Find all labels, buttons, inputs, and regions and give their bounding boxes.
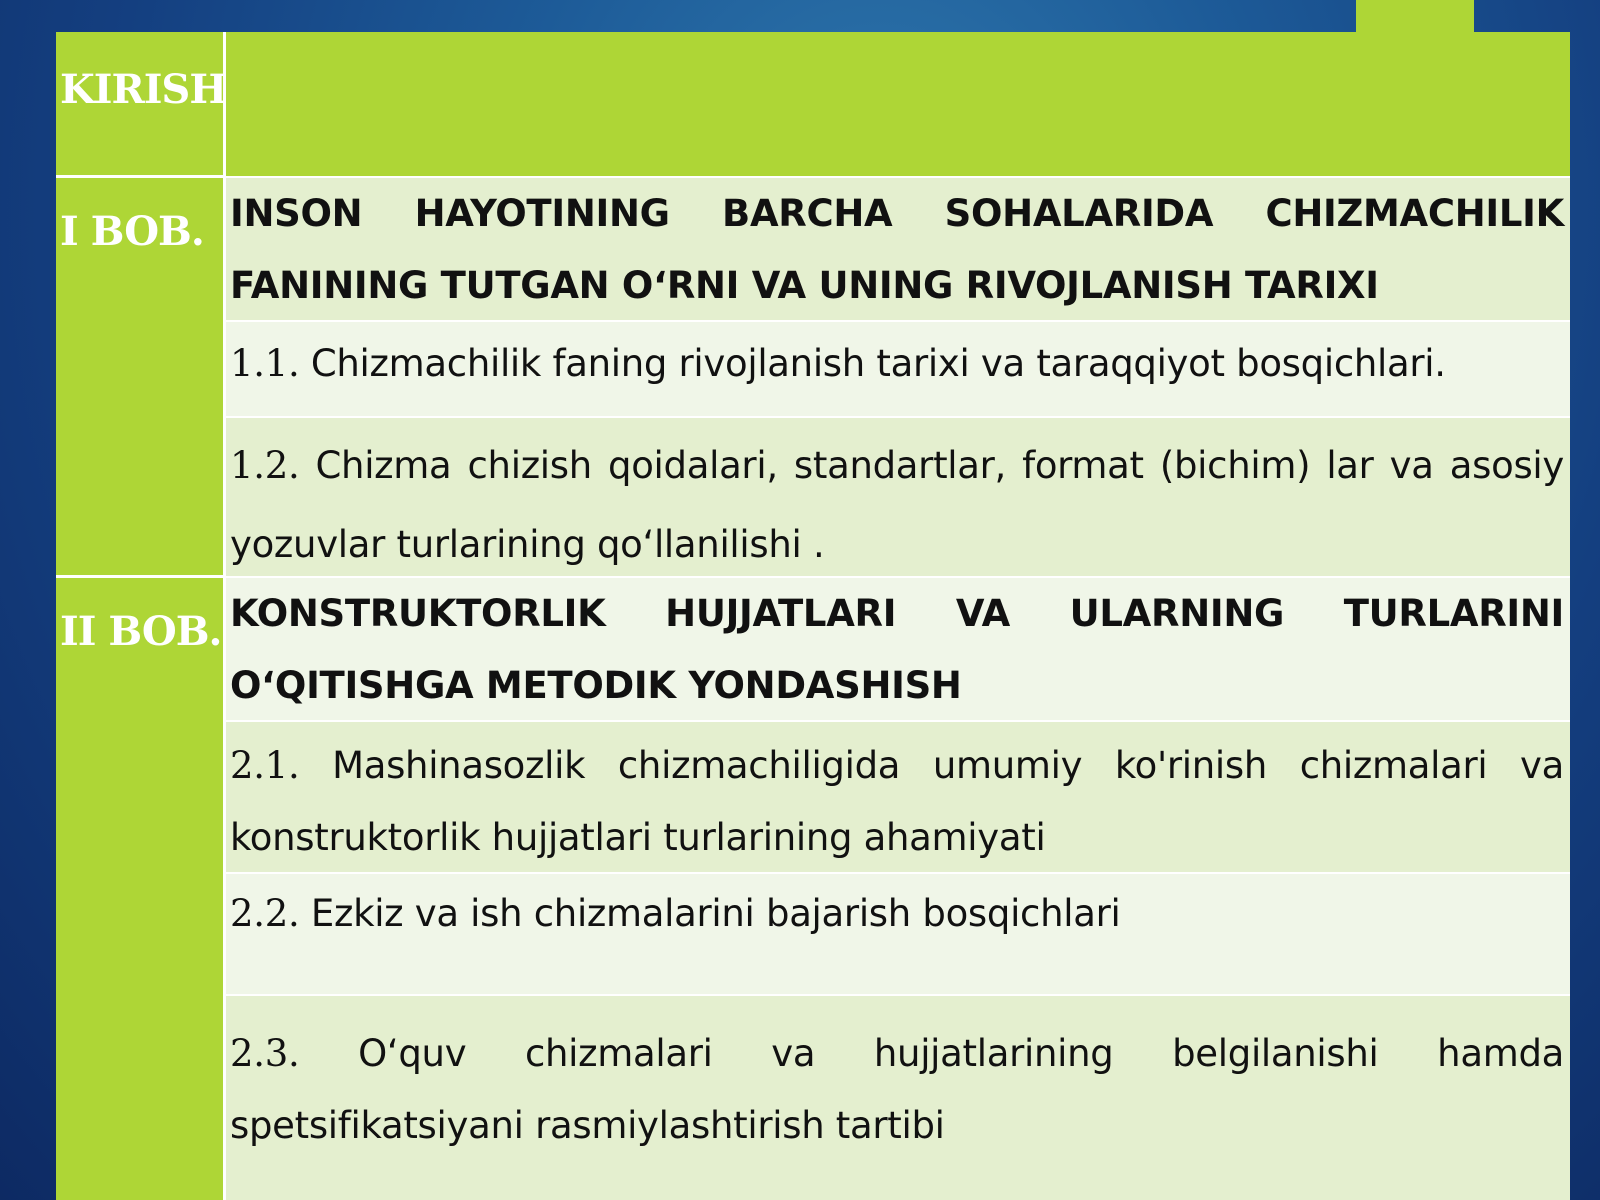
section-1-1 — [230, 322, 1564, 400]
section-2-2-cell — [226, 874, 1570, 996]
chapter2-label: II BOB. — [60, 608, 222, 655]
section-number: 2.3. — [230, 1032, 300, 1075]
section-text: Chizma chizish qoidalari, standartlar, format (bichim) lar va asosiy yozuvlar turlarining qo‘llanilishi . — [230, 444, 1564, 566]
section-text: O‘quv chizmalari va hujjatlarining belgilanishi hamda spetsifikatsiyani rasmiylashtirish tartibi — [230, 1032, 1564, 1147]
section-number: 1.2. — [230, 444, 300, 487]
decorative-tab — [1356, 0, 1474, 34]
section-number: 2.2. — [230, 892, 300, 935]
section-2-3-cell — [226, 996, 1570, 1200]
section-1-2 — [230, 418, 1564, 578]
chapter1-label: I BOB. — [60, 208, 204, 255]
kirish-label: KIRISH — [60, 66, 227, 113]
chapter2-title: KONSTRUKTORLIK HUJJATLARI VA ULARNING TURLARINI O‘QITISHGA METODIK YONDASHISH — [230, 592, 1564, 707]
section-number: 2.1. — [230, 744, 300, 787]
section-2-3 — [230, 996, 1564, 1162]
section-1-1-cell — [226, 322, 1570, 418]
section-text: Chizmachilik faning rivojlanish tarixi va taraqqiyot bosqichlari. — [299, 342, 1446, 385]
kirish-title-cell — [226, 32, 1570, 178]
chapter1-label-cell — [56, 178, 226, 578]
chapter1-title: INSON HAYOTINING BARCHA SOHALARIDA CHIZMACHILIK FANINING TUTGAN O‘RNI VA UNING RIVOJLANISH TARIXI — [230, 192, 1564, 307]
section-number: 1.1. — [230, 342, 300, 385]
table-of-contents — [56, 32, 1570, 1200]
section-2-1 — [230, 722, 1564, 874]
section-1-2-cell — [226, 418, 1570, 578]
section-text: Mashinasozlik chizmachiligida umumiy ko'rinish chizmalari va konstruktorlik hujjatlari turlarining ahamiyati — [230, 744, 1564, 859]
section-2-1-cell — [226, 722, 1570, 874]
kirish-label-cell — [56, 32, 226, 178]
section-text: Ezkiz va ish chizmalarini bajarish bosqichlari — [299, 892, 1121, 935]
chapter2-label-cell — [56, 578, 226, 1200]
chapter2-title-cell — [226, 578, 1570, 722]
chapter1-title-cell — [226, 178, 1570, 322]
section-2-2 — [230, 874, 1564, 950]
